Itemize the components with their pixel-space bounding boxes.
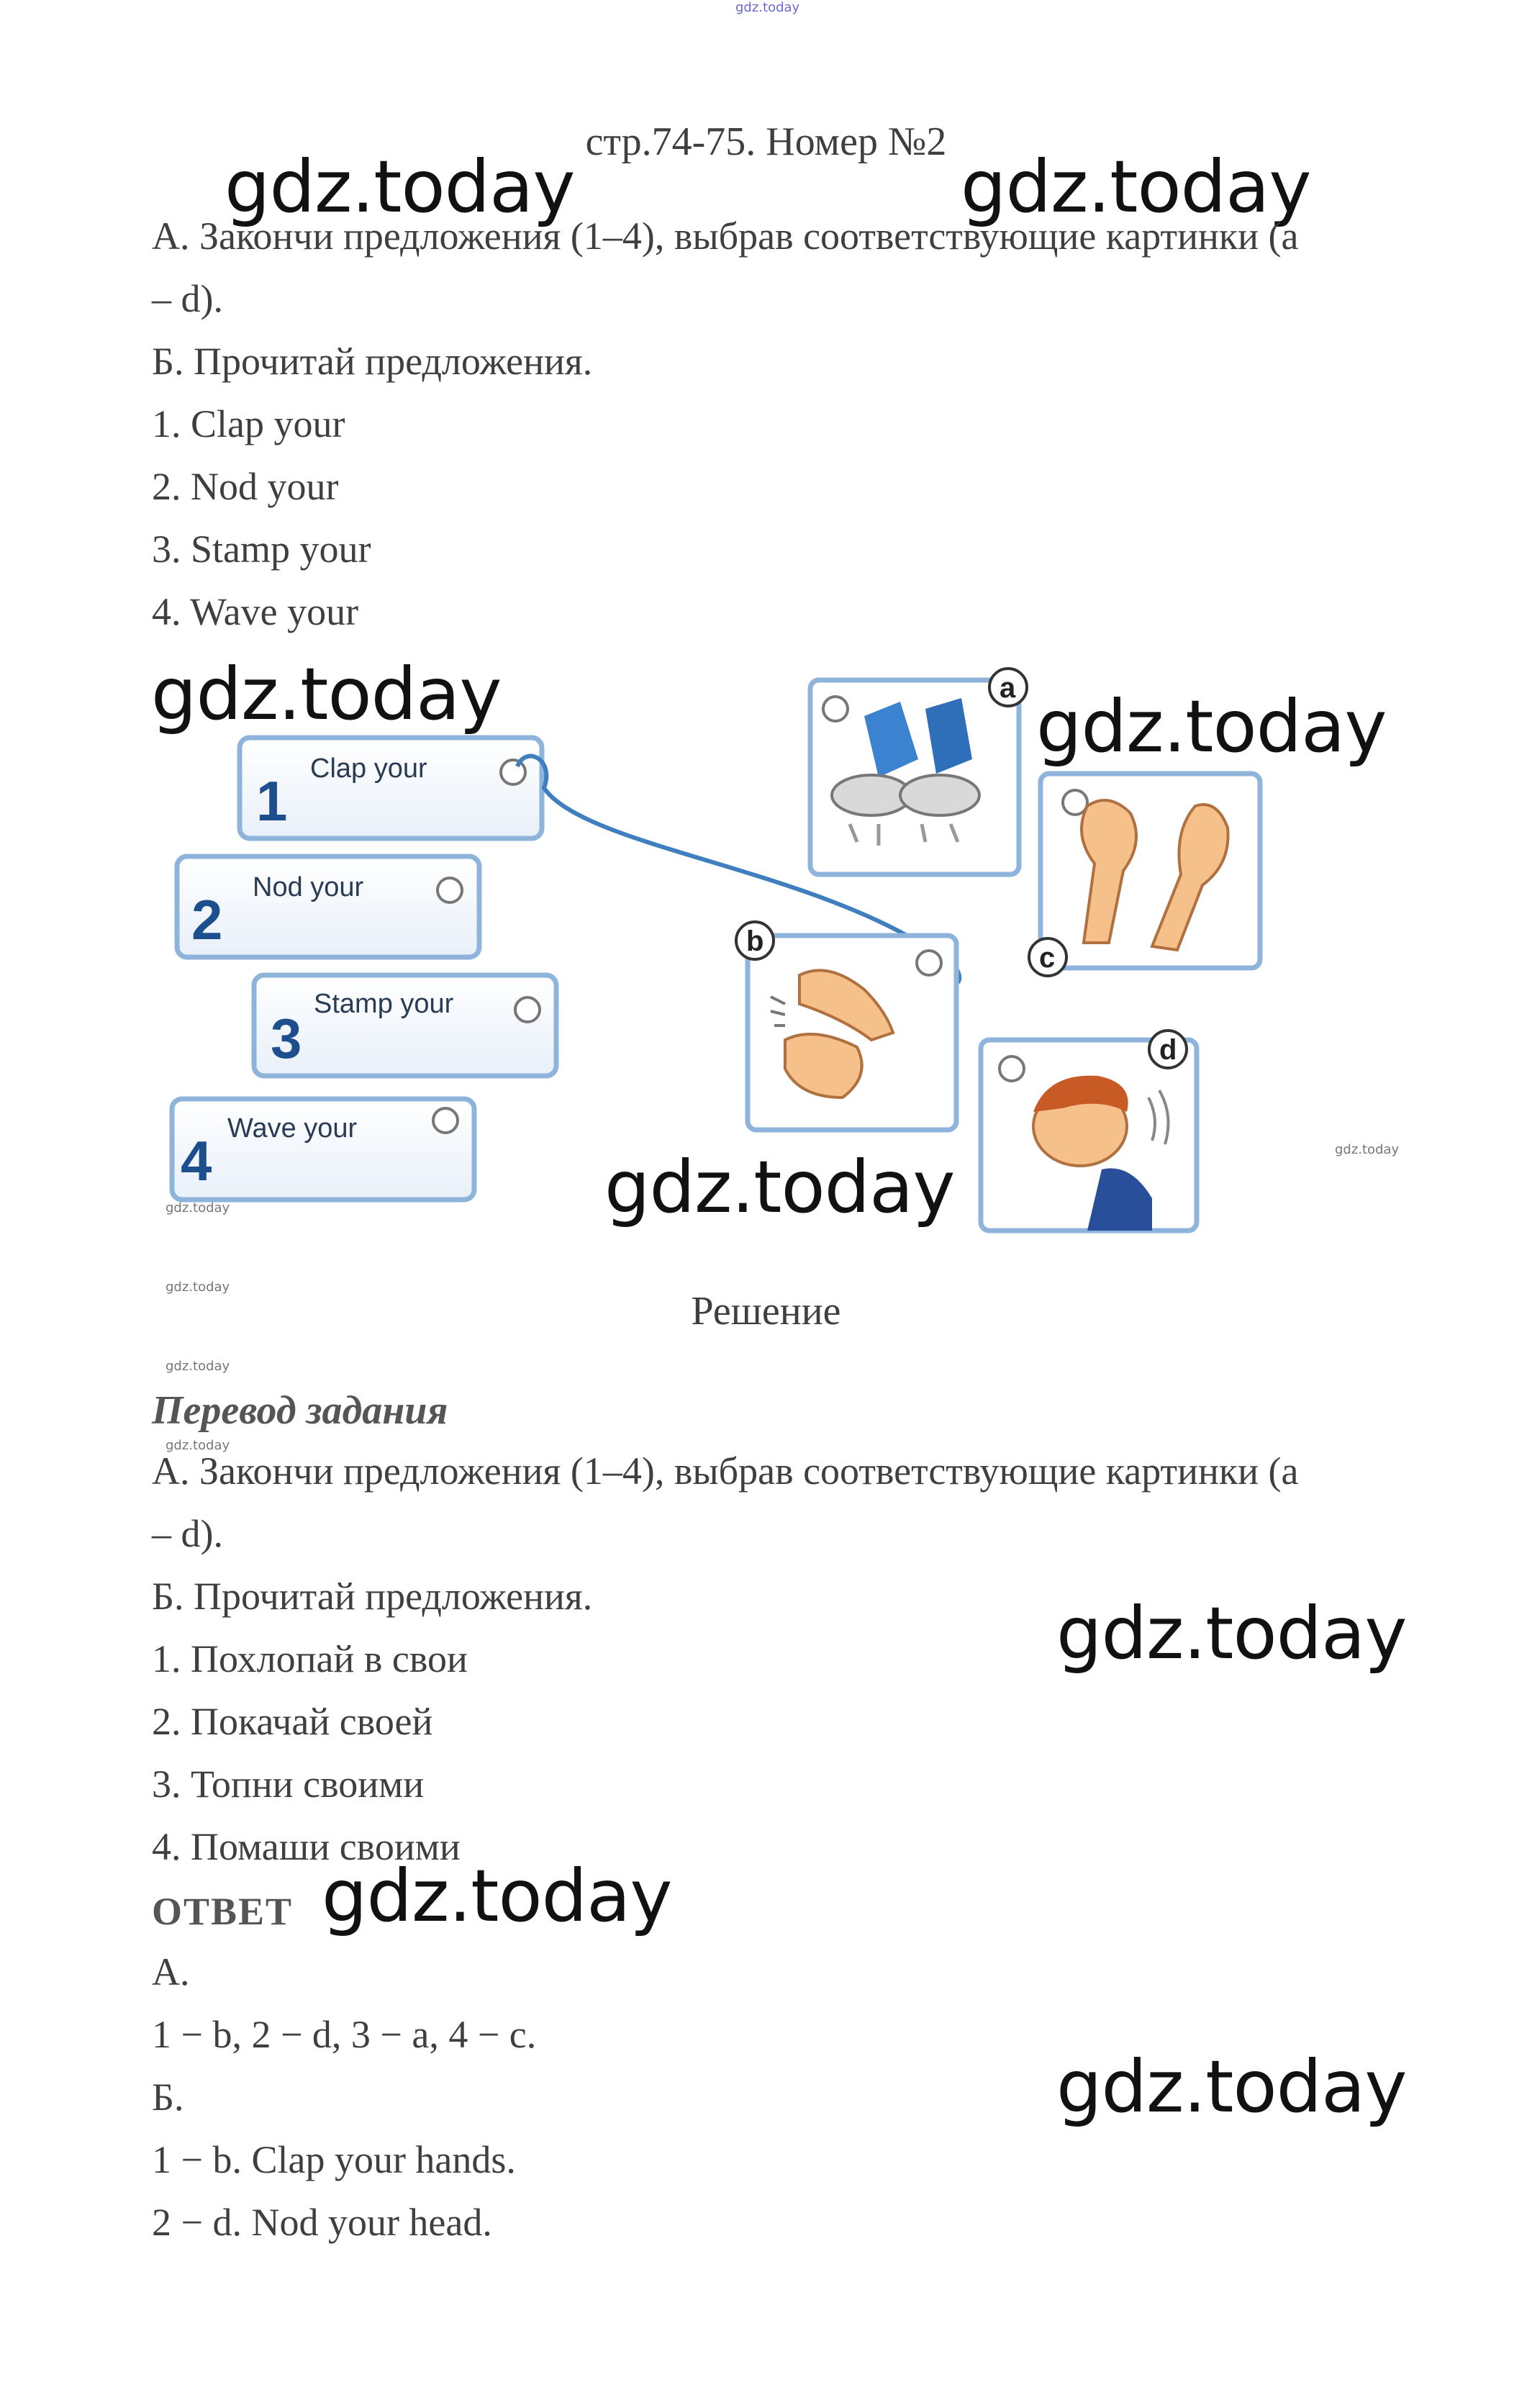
- picture-letter: c: [1039, 942, 1056, 974]
- translation-a-line: А. Закончи предложения (1–4), выбрав соответствующие картинки (а: [152, 1449, 1299, 1493]
- page-title: стр.74-75. Номер №2: [585, 119, 947, 164]
- picture-c: [1029, 774, 1260, 976]
- watermark-small: gdz.today: [166, 1359, 230, 1374]
- card-number: 3: [271, 1007, 302, 1070]
- watermark: gdz.today: [151, 652, 502, 736]
- watermark: gdz.today: [225, 145, 575, 229]
- watermark-small: gdz.today: [166, 1200, 230, 1216]
- picture-b: [736, 922, 956, 1130]
- answer-a-label: А.: [152, 1950, 190, 1993]
- task-item-4: 4. Wave your: [152, 590, 359, 633]
- answer-b-line-2: 2 − d. Nod your head.: [152, 2201, 492, 2244]
- answer-b-label: Б.: [152, 2076, 184, 2119]
- picture-letter: a: [1000, 672, 1016, 704]
- picture-letter: d: [1159, 1034, 1177, 1066]
- card-number: 4: [181, 1129, 212, 1192]
- translation-item-2: 2. Покачай своей: [152, 1700, 433, 1743]
- translation-b-line: Б. Прочитай предложения.: [152, 1575, 593, 1618]
- answer-heading: ОТВЕТ: [152, 1890, 294, 1933]
- translation-heading: Перевод задания: [152, 1388, 448, 1433]
- picture-a: [810, 669, 1027, 874]
- translation-item-3: 3. Топни своими: [152, 1762, 425, 1806]
- card-ring-icon: [433, 1108, 458, 1133]
- card-label: Stamp your: [314, 989, 454, 1019]
- watermark: gdz.today: [1056, 1591, 1407, 1675]
- card-label: Wave your: [227, 1113, 358, 1144]
- card-number: 1: [256, 769, 288, 833]
- card-label: Clap your: [310, 753, 427, 784]
- watermark-small: gdz.today: [166, 1280, 230, 1295]
- card-ring-icon: [515, 997, 540, 1022]
- card-label: Nod your: [253, 872, 364, 902]
- picture-letter: b: [746, 925, 764, 957]
- card-ring-icon: [501, 760, 525, 784]
- task-a-line-cont: – d).: [152, 277, 223, 320]
- watermark: gdz.today: [961, 145, 1311, 229]
- watermark: gdz.today: [604, 1145, 955, 1229]
- card-2: [177, 856, 479, 957]
- translation-a-line-cont: – d).: [152, 1512, 223, 1555]
- card-number: 2: [191, 888, 223, 951]
- watermark: gdz.today: [1056, 2045, 1407, 2129]
- watermark: gdz.today: [322, 1854, 672, 1938]
- watermark-small: gdz.today: [735, 0, 800, 15]
- card-ring-icon: [438, 878, 462, 902]
- card-1: [240, 738, 542, 838]
- card-3: [254, 975, 556, 1076]
- task-item-3: 3. Stamp your: [152, 528, 371, 571]
- card-4: [172, 1099, 474, 1200]
- picture-d: [981, 1031, 1197, 1231]
- watermark-small: gdz.today: [1335, 1142, 1400, 1157]
- translation-item-1: 1. Похлопай в свои: [152, 1637, 468, 1680]
- translation-item-4: 4. Помаши своими: [152, 1825, 461, 1868]
- task-a-line: А. Закончи предложения (1–4), выбрав соответствующие картинки (а: [152, 214, 1299, 258]
- task-item-1: 1. Clap your: [152, 402, 345, 445]
- watermark: gdz.today: [1036, 684, 1387, 769]
- task-b-line: Б. Прочитай предложения.: [152, 340, 593, 383]
- watermark-small: gdz.today: [166, 1438, 230, 1453]
- task-item-2: 2. Nod your: [152, 465, 339, 508]
- answer-a-text: 1 − b, 2 − d, 3 − a, 4 − c.: [152, 2013, 537, 2056]
- solution-label: Решение: [691, 1289, 841, 1334]
- answer-b-line-1: 1 − b. Clap your hands.: [152, 2138, 516, 2181]
